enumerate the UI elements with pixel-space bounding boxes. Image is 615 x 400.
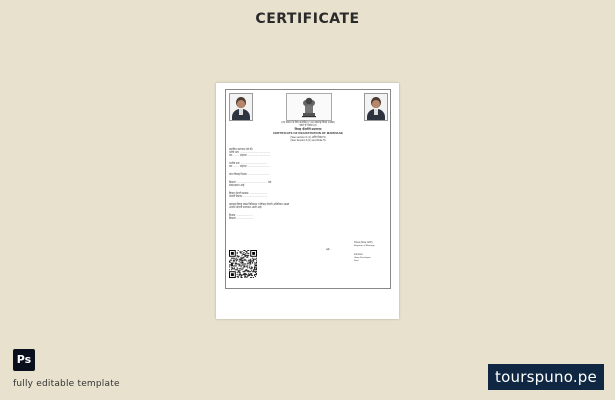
certificate-frame xyxy=(225,89,391,289)
emblem-box xyxy=(286,93,332,121)
body-line: पतीचे नाव: .......................................... xyxy=(229,151,271,154)
title-english: CERTIFICATE OF REGISTRATION OF MARRIAGE xyxy=(272,131,344,135)
title-marathi: विवाह नोंदणीचे प्रमाणपत्र xyxy=(294,127,322,131)
signatory-line: ग्रामपंचायत xyxy=(354,254,363,256)
signatory-line: Gram Panchayat xyxy=(354,257,371,259)
body-line: विवाह नोंदणी क्रमांक: ........................ xyxy=(229,192,268,195)
body-line: ठिकाण: ...................... xyxy=(229,217,254,220)
authority-line: (नए प्रारूप के लिए संशोधित 7 (iii) महाराष्ट्र नियम 1998) xyxy=(281,121,335,124)
brand-badge[interactable]: tourspuno.pe xyxy=(488,364,604,390)
subtitle-english: (See Section 6 (1) and Rule 5) xyxy=(290,139,326,142)
body-line: महाराष्ट्र विवाह मंडळ विनियमन व विवाह नोंदणी अधिनियम 1998 xyxy=(229,203,290,206)
qr-code xyxy=(229,250,257,278)
body-line: यांचा विवाह दिनांक: .............................. xyxy=(229,173,270,176)
groom-photo xyxy=(229,93,253,121)
seal-label: सही/- xyxy=(326,249,331,251)
body-line: दिनांक: ...................... xyxy=(229,214,253,217)
body-line: वय: ........ राहणार: ............................... xyxy=(229,165,271,168)
body-line: संपन्न झाला आहे. xyxy=(229,184,245,187)
body-line: वय: ........ राहणार: ............................... xyxy=(229,154,271,157)
signatory-line: Seal xyxy=(354,260,359,262)
bride-photo xyxy=(364,93,388,121)
body-line: अंतर्गत नोंदणी करण्यात आली आहे. xyxy=(229,206,263,209)
body-line: नोंदणी दिनांक: .................................. xyxy=(229,195,268,198)
signatory-line: निबंधक (विवाह नोंदणी) xyxy=(354,242,373,244)
national-emblem-icon xyxy=(299,96,319,118)
body-line: प्रमाणित करण्यात येते की, xyxy=(229,148,254,151)
certificate-document xyxy=(216,83,399,319)
body-line: ठिकाण: .......................................... येथे xyxy=(229,181,272,184)
editable-template-label: fully editable template xyxy=(13,379,120,389)
form-number: फॉर्म 'ई' नियम (4) xyxy=(299,124,317,127)
page-title: CERTIFICATE xyxy=(255,11,360,27)
photoshop-icon: Ps xyxy=(13,349,35,371)
signatory-line: Registrar of Marriage xyxy=(354,245,375,247)
subtitle-marathi: (See section 6 (1) आणि नियम 5) xyxy=(290,136,326,139)
body-line: पत्नीचे नाव: ..................................... xyxy=(229,162,268,165)
